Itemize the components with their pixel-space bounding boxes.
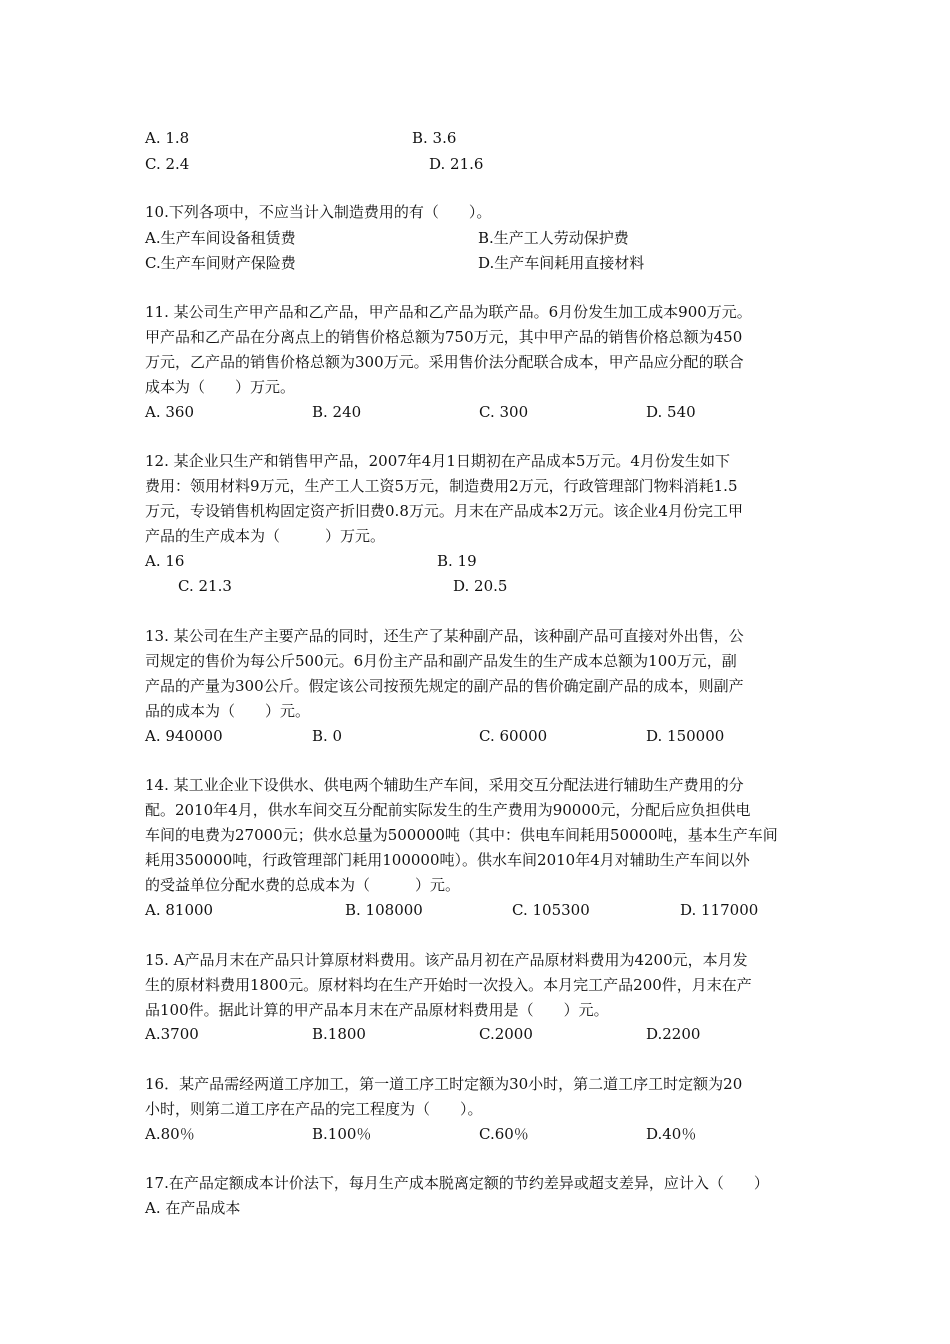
option-b: B. 240: [312, 403, 362, 421]
option-d: D. 150000: [646, 727, 725, 745]
option-d: D. 540: [646, 403, 696, 421]
option-a: A. 1.8: [145, 129, 190, 147]
option-b: B. 0: [312, 727, 343, 745]
option-c: C. 21.3: [178, 577, 232, 595]
question-text: 品100件。据此计算的甲产品本月末在产品原材料费用是（ ）元。: [145, 1001, 609, 1019]
option-a: A.生产车间设备租赁费: [145, 229, 296, 247]
option-c: C. 300: [479, 403, 529, 421]
question-text: 生的原材料费用1800元。原材料均在生产开始时一次投入。本月完工产品200件，月末在产: [145, 976, 752, 994]
question-text: 车间的电费为27000元；供水总量为500000吨（其中：供电车间耗用50000吨，基本生产车间: [145, 826, 778, 844]
option-b: B. 3.6: [412, 129, 457, 147]
option-b: B.1800: [312, 1025, 366, 1043]
option-b: B.100％: [312, 1125, 372, 1143]
option-b: B. 108000: [345, 901, 423, 919]
question-text: 产品的产量为300公斤。假定该公司按预先规定的副产品的售价确定副产品的成本，则副产: [145, 677, 744, 695]
question-text: 的受益单位分配水费的总成本为（ ）元。: [145, 876, 461, 894]
question-text: 小时，则第二道工序在产品的完工程度为（ ）。: [145, 1100, 483, 1118]
option-c: C.2000: [479, 1025, 533, 1043]
question-text: 10.下列各项中，不应当计入制造费用的有（ ）。: [145, 203, 492, 221]
question-text: 甲产品和乙产品在分离点上的销售价格总额为750万元，其中甲产品的销售价格总额为450: [145, 328, 743, 346]
question-text: 13. 某公司在生产主要产品的同时，还生产了某种副产品，该种副产品可直接对外出售，公: [145, 627, 744, 645]
option-d: D.生产车间耗用直接材料: [478, 254, 645, 272]
option-d: D.2200: [646, 1025, 701, 1043]
question-text: 成本为（ ）万元。: [145, 378, 296, 396]
option-c: C.生产车间财产保险费: [145, 254, 296, 272]
question-text: 11. 某公司生产甲产品和乙产品，甲产品和乙产品为联产品。6月份发生加工成本900万元。: [145, 303, 752, 321]
option-c: C. 105300: [512, 901, 590, 919]
option-c: C. 2.4: [145, 155, 190, 173]
question-text: 品的成本为（ ）元。: [145, 702, 311, 720]
option-a: A. 16: [145, 552, 185, 570]
option-c: C.60％: [479, 1125, 529, 1143]
question-text: 配。2010年4月，供水车间交互分配前实际发生的生产费用为90000元，分配后应负担供电: [145, 801, 751, 819]
question-text: 费用：领用材料9万元，生产工人工资5万元，制造费用2万元，行政管理部门物料消耗1.5: [145, 477, 738, 495]
option-a: A. 81000: [145, 901, 214, 919]
option-d: D.40％: [646, 1125, 697, 1143]
question-text: 16．某产品需经两道工序加工，第一道工序工时定额为30小时，第二道工序工时定额为20: [145, 1075, 743, 1093]
option-a: A.80％: [145, 1125, 195, 1143]
option-d: D. 20.5: [453, 577, 508, 595]
option-a: A. 940000: [145, 727, 223, 745]
option-b: B.生产工人劳动保护费: [478, 229, 629, 247]
option-b: B. 19: [437, 552, 477, 570]
question-text: 万元，乙产品的销售价格总额为300万元。采用售价法分配联合成本，甲产品应分配的联合: [145, 353, 744, 371]
question-text: 耗用350000吨，行政管理部门耗用100000吨）。供水车间2010年4月对辅助生产车间以外: [145, 851, 750, 869]
option-c: C. 60000: [479, 727, 548, 745]
option-d: D. 21.6: [429, 155, 484, 173]
option-a: A. 在产品成本: [145, 1199, 241, 1217]
option-a: A. 360: [145, 403, 194, 421]
question-text: 12. 某企业只生产和销售甲产品，2007年4月1日期初在产品成本5万元。4月份发生如下: [145, 452, 730, 470]
question-text: 17.在产品定额成本计价法下，每月生产成本脱离定额的节约差异或超支差异，应计入（ ）: [145, 1174, 769, 1192]
question-text: 司规定的售价为每公斤500元。6月份主产品和副产品发生的生产成本总额为100万元，副: [145, 652, 737, 670]
question-text: 万元，专设销售机构固定资产折旧费0.8万元。月末在产品成本2万元。该企业4月份完工甲: [145, 502, 743, 520]
question-text: 产品的生产成本为（ ）万元。: [145, 527, 386, 545]
question-text: 15. A产品月末在产品只计算原材料费用。该产品月初在产品原材料费用为4200元，本月发: [145, 951, 748, 969]
option-a: A.3700: [145, 1025, 199, 1043]
option-d: D. 117000: [680, 901, 759, 919]
question-text: 14. 某工业企业下设供水、供电两个辅助生产车间，采用交互分配法进行辅助生产费用的分: [145, 776, 744, 794]
